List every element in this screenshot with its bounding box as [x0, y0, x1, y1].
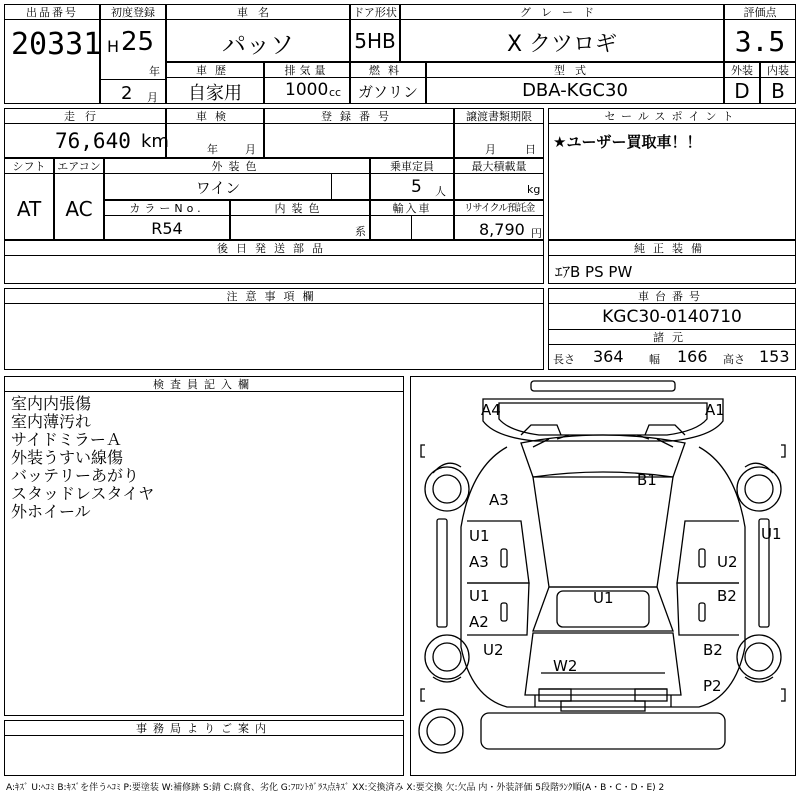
chassis-value: KGC30-0140710 — [602, 307, 742, 327]
exterior-grade-label: 外装 — [725, 63, 759, 78]
fuel-box — [350, 62, 426, 104]
first-reg-era: H — [107, 37, 120, 56]
displacement-label: 排気量 — [265, 63, 349, 78]
damage-label: A4 — [481, 401, 501, 419]
seats-unit: 人 — [435, 185, 446, 198]
damage-label: U1 — [593, 589, 614, 607]
note-line: 室内内張傷 — [11, 394, 92, 413]
note-line: スタッドレスタイヤ — [11, 484, 155, 503]
aircon-value: AC — [65, 197, 93, 221]
office-label: 事務局よりご案内 — [5, 721, 403, 736]
grade-value: X クツロギ — [506, 32, 618, 57]
model-value: DBA-KGC30 — [522, 80, 628, 101]
note-line: サイドミラーＡ — [11, 430, 122, 449]
damage-label: U1 — [469, 527, 490, 545]
note-line: 外ホイール — [11, 502, 91, 521]
int-color-box — [230, 200, 370, 240]
inspector-label: 検査員記入欄 — [5, 377, 403, 392]
caution-box — [4, 288, 544, 370]
first-reg-month: 2 — [121, 83, 133, 104]
mileage-unit: km — [141, 131, 169, 152]
fuel-value: ガソリン — [357, 83, 418, 101]
aircon-label: エアコン — [55, 159, 103, 174]
transfer-label: 譲渡書類期限 — [455, 109, 543, 124]
damage-label: U2 — [483, 641, 504, 659]
exterior-grade-box — [724, 62, 760, 104]
inspection-month-unit: 月 — [245, 143, 256, 156]
damage-map-box — [410, 376, 796, 776]
caution-label: 注意事項欄 — [5, 289, 543, 304]
displacement-unit: cc — [329, 86, 342, 99]
first-reg-month-unit: 月 — [147, 91, 158, 104]
color-no-value: R54 — [151, 219, 183, 238]
interior-grade-value: B — [771, 79, 785, 103]
recycle-unit: 円 — [531, 227, 542, 240]
shift-label: シフト — [5, 159, 53, 174]
transfer-month-unit: 月 — [485, 143, 496, 156]
damage-label: A3 — [489, 491, 509, 509]
length-label: 長さ — [553, 353, 575, 366]
seats-value: 5 — [411, 177, 422, 197]
lot-label: 出品番号 — [5, 5, 99, 20]
import-label: 輸入車 — [371, 201, 453, 216]
displacement-value: 1000 — [285, 80, 329, 100]
shift-box — [4, 158, 54, 240]
equipment-label: 純正装備 — [549, 241, 795, 256]
inspection-year-unit: 年 — [207, 143, 218, 156]
damage-label: U1 — [761, 525, 782, 543]
ext-color-box — [104, 158, 370, 200]
exterior-grade-value: D — [734, 79, 750, 103]
sales-point-label: セールスポイント — [549, 109, 795, 124]
mileage-box — [4, 108, 169, 158]
width-label: 幅 — [649, 353, 660, 366]
mileage-value: 76,640 — [55, 129, 131, 153]
damage-label: B1 — [637, 471, 657, 489]
parts-label: 後日発送部品 — [5, 241, 543, 256]
sales-point-value: ★ユーザー買取車！！ — [553, 133, 702, 151]
damage-label: B2 — [717, 587, 737, 605]
door-label: ドア形状 — [351, 5, 399, 20]
door-value: 5HB — [354, 29, 396, 53]
length-value: 364 — [593, 347, 624, 366]
inspector-box — [4, 376, 404, 716]
max-load-label: 最大積載量 — [455, 159, 543, 174]
recycle-label: リサイクル預託金 — [455, 201, 543, 216]
width-value: 166 — [677, 347, 708, 366]
history-value: 自家用 — [188, 83, 242, 104]
height-value: 153 — [759, 347, 790, 366]
seats-label: 乗車定員 — [371, 159, 453, 174]
fuel-label: 燃料 — [351, 63, 425, 78]
lot-box — [4, 4, 100, 104]
height-label: 高さ — [723, 353, 745, 366]
lot-number: 20331 — [11, 27, 102, 62]
first-reg-year-unit: 年 — [149, 65, 160, 78]
ext-color-label: 外装色 — [105, 159, 369, 174]
equipment-value: ｴｱB PS PW — [555, 263, 633, 281]
office-box — [4, 720, 404, 776]
dimensions-label: 諸元 — [653, 331, 691, 344]
inspection-box — [166, 108, 264, 158]
damage-label: U1 — [469, 587, 490, 605]
mileage-label: 走行 — [5, 109, 165, 124]
damage-label: A2 — [469, 613, 489, 631]
interior-grade-box — [760, 62, 796, 104]
model-label: 型式 — [427, 63, 723, 78]
import-box — [370, 200, 454, 240]
damage-label: P2 — [703, 677, 722, 695]
car-name-label: 車名 — [167, 5, 349, 20]
note-line: 外装うすい線傷 — [11, 448, 124, 467]
car-name-box — [166, 4, 350, 62]
car-diagram — [411, 377, 795, 775]
transfer-day-unit: 日 — [525, 143, 536, 156]
sales-point-box — [548, 108, 796, 240]
color-no-box — [104, 200, 230, 240]
ext-color-value: ワイン — [195, 179, 241, 197]
first-reg-label: 初度登録 — [101, 5, 165, 20]
damage-label: B2 — [703, 641, 723, 659]
door-box — [350, 4, 400, 62]
chassis-label: 車台番号 — [549, 289, 795, 304]
model-box — [426, 62, 724, 104]
inspection-label: 車検 — [167, 109, 263, 124]
recycle-box — [454, 200, 544, 240]
transfer-box — [454, 108, 544, 158]
recycle-value: 8,790 — [479, 220, 525, 239]
score-label: 評価点 — [725, 5, 795, 20]
note-line: バッテリーあがり — [11, 466, 140, 485]
parts-box — [4, 240, 544, 284]
score-box — [724, 4, 796, 62]
score-value: 3.5 — [734, 25, 786, 58]
max-load-box — [454, 158, 544, 200]
equipment-box — [548, 240, 796, 284]
aircon-box — [54, 158, 104, 240]
history-label: 車歴 — [167, 63, 263, 78]
grade-box — [400, 4, 724, 62]
car-name-value: パッソ — [222, 31, 294, 59]
first-reg-box — [100, 4, 166, 104]
int-color-unit: 系 — [355, 225, 366, 238]
interior-grade-label: 内装 — [761, 63, 795, 78]
damage-label: A3 — [469, 553, 489, 571]
seats-box — [370, 158, 454, 200]
chassis-box — [548, 288, 796, 370]
first-reg-year: 25 — [121, 27, 155, 57]
max-load-unit: kg — [527, 183, 541, 196]
legend-text: A:ｷｽﾞ U:ﾍｺﾐ B:ｷｽﾞを伴うﾍｺﾐ P:要塗装 W:補修跡 S:錆 C:腐食、劣化 G:ﾌﾛﾝﾄｶﾞﾗｽ点ｷｽﾞ XX:交換済み X:要交換 欠:欠品 内・外装評価 5段階ﾗﾝｸ順(A・B・C・D・E) 2 — [6, 783, 665, 793]
displacement-box — [264, 62, 350, 104]
inspector-notes — [11, 395, 154, 521]
history-box — [166, 62, 264, 104]
damage-label: W2 — [553, 657, 578, 675]
int-color-label: 内装色 — [231, 201, 369, 216]
shift-value: AT — [16, 197, 42, 221]
damage-label: A1 — [705, 401, 725, 419]
reg-number-label: 登録番号 — [265, 109, 453, 124]
reg-number-box — [264, 108, 454, 158]
damage-label: U2 — [717, 553, 738, 571]
color-no-label: カラーNo. — [105, 201, 229, 216]
grade-label: グレード — [401, 5, 723, 20]
note-line: 室内薄汚れ — [11, 412, 92, 431]
